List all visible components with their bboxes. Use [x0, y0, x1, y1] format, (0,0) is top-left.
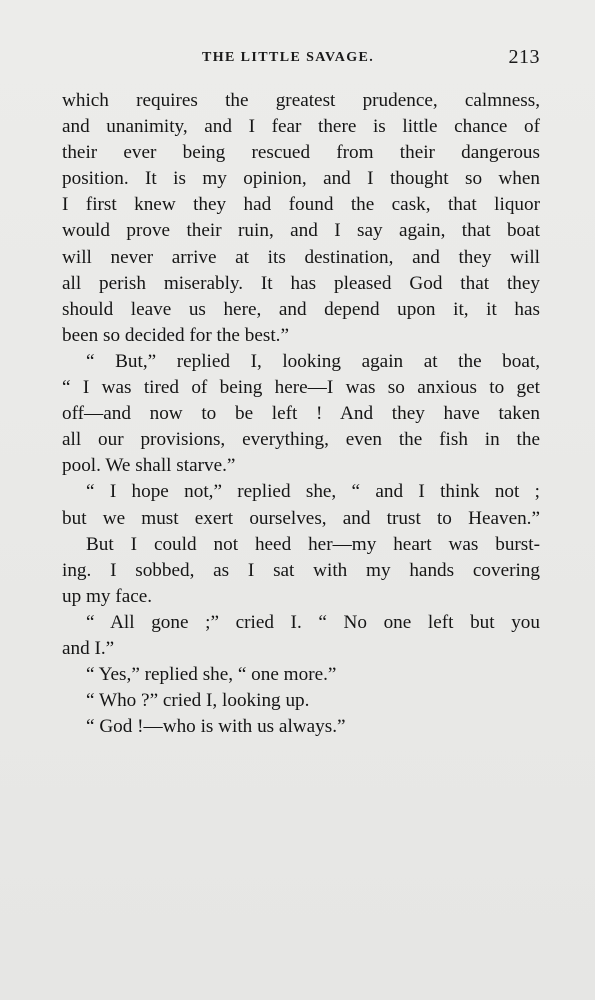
text-line: their ever being rescued from their dangerous	[62, 142, 540, 164]
running-title: THE LITTLE SAVAGE.	[202, 50, 375, 65]
text-line: and unanimity, and I fear there is little chance of	[62, 116, 540, 138]
text-line: I first knew they had found the cask, that liquor	[62, 194, 540, 216]
text-line: but we must exert ourselves, and trust to Heaven.”	[62, 507, 540, 529]
text-line: and I.”	[62, 637, 115, 659]
text-line: which requires the greatest prudence, calmness,	[62, 90, 540, 111]
text-line: pool. We shall starve.”	[62, 455, 236, 477]
text-line: position. It is my opinion, and I thought so when	[62, 168, 540, 190]
text-line: “ I hope not,” replied she, “ and I think not ;	[86, 481, 540, 503]
running-head	[62, 46, 540, 70]
text-line: would prove their ruin, and I say again, that boat	[62, 220, 540, 242]
text-line: up my face.	[62, 585, 153, 607]
text-line: been so decided for the best.”	[62, 324, 289, 346]
text-line: “ But,” replied I, looking again at the boat,	[86, 350, 540, 372]
text-line: ing. I sobbed, as I sat with my hands covering	[62, 559, 540, 581]
text-line: will never arrive at its destination, and they will	[62, 246, 540, 268]
body-text	[62, 88, 540, 740]
page-number: 213	[508, 46, 540, 68]
text-line: off—and now to be left ! And they have taken	[62, 403, 540, 425]
text-line: all our provisions, everything, even the fish in the	[62, 429, 540, 451]
text-line: “ Who ?” cried I, looking up.	[86, 690, 310, 712]
text-line: “ I was tired of being here—I was so anxious to get	[62, 377, 540, 399]
text-line: “ All gone ;” cried I. “ No one left but you	[86, 611, 540, 633]
text-line: But I could not heed her—my heart was burst-	[86, 533, 540, 555]
text-line: all perish miserably. It has pleased God that they	[62, 272, 540, 294]
text-line: “ God !—who is with us always.”	[86, 716, 346, 738]
text-line: “ Yes,” replied she, “ one more.”	[86, 664, 337, 686]
text-line: should leave us here, and depend upon it, it has	[62, 298, 540, 320]
